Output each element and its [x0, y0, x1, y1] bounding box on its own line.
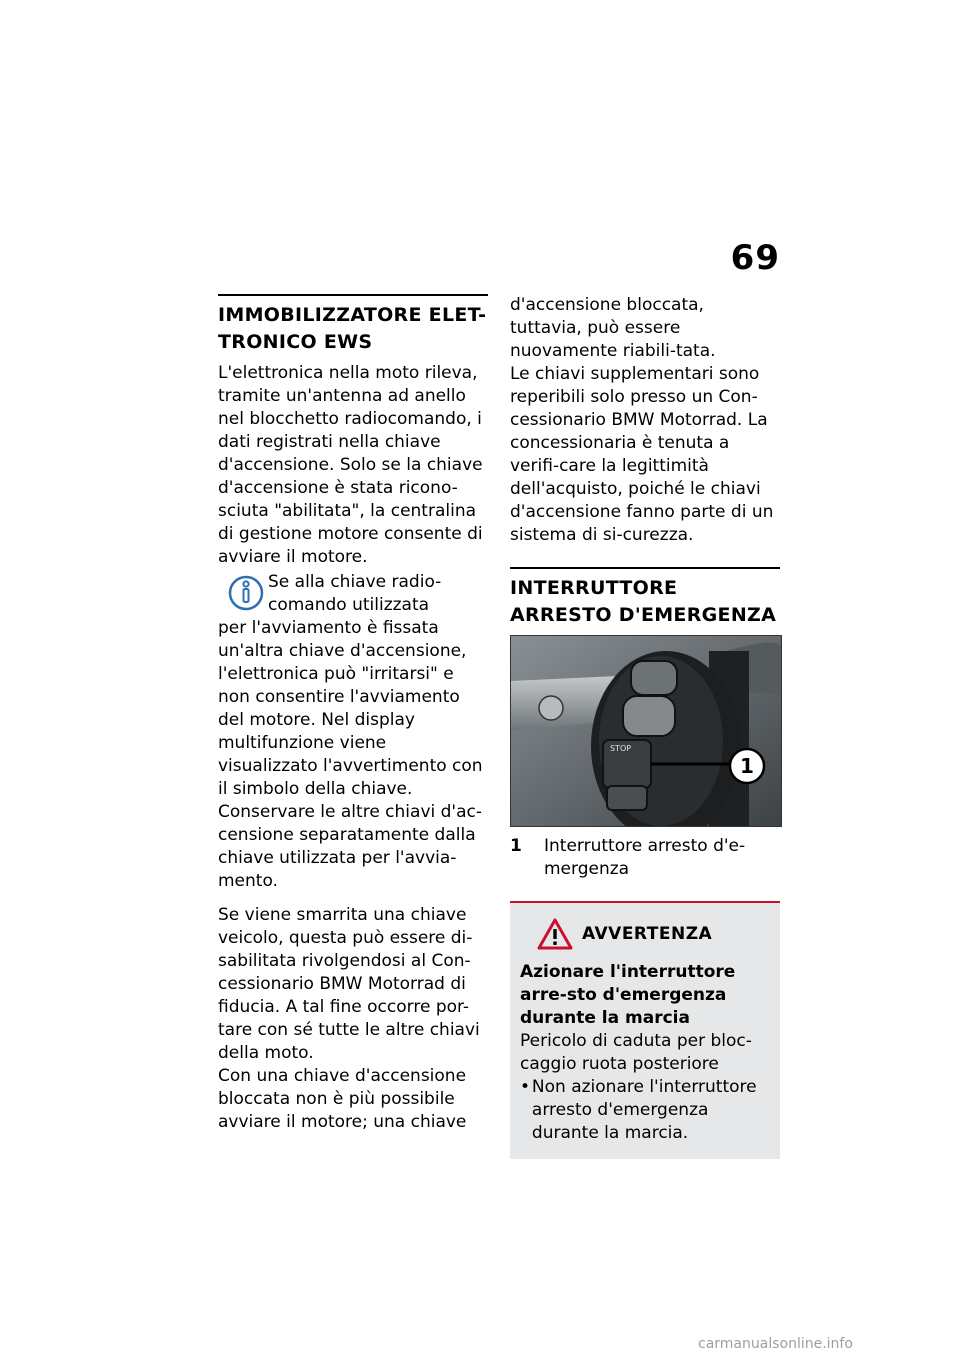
handlebar-switch-illustration — [511, 636, 781, 826]
paragraph-store-keys: Conservare le altre chiavi d'ac-censione separatamente dalla chiave utilizzata per l'avvia-mento. — [218, 802, 482, 891]
warning-text: Pericolo di caduta per bloc-caggio ruota posteriore — [520, 1031, 752, 1074]
warning-header — [536, 917, 770, 951]
paragraph-ews-intro: L'elettronica nella moto rileva, tramite un'antenna ad anello nel blocchetto radiocomando, i dati registrati nella chiave d'accensione. Solo se la chiave d'accensione è stata ricono-sciuta "abilitata", la centralina di gestione motore consente di avviare il motore. — [218, 363, 483, 567]
left-column — [218, 294, 488, 1134]
section-rule — [510, 567, 780, 569]
photo-callout-number: 1 — [740, 754, 754, 778]
info-note-text: per l'avviamento è fissata un'altra chiave d'accensione, l'elettronica può "irritarsi" e non consentire l'avviamento del motore. Nel display multifunzione viene visualizzato l'avvertimento con il simbolo della chiave. — [218, 618, 483, 799]
warning-headline: Azionare l'interruttore arre-sto d'emergenza durante la marcia — [520, 962, 736, 1028]
page-number: 69 — [730, 238, 780, 278]
bullet-text: Non azionare l'interruttore arresto d'emergenza durante la marcia. — [531, 1077, 757, 1143]
section-heading-kill-switch: INTERRUTTORE ARRESTO D'EMERGENZA — [510, 577, 777, 626]
warning-title: AVVERTENZA — [582, 924, 713, 944]
warning-triangle-icon — [536, 917, 574, 951]
watermark: carmanualsonline.info — [698, 1336, 853, 1352]
warning-bullet — [520, 1076, 770, 1145]
paragraph-spare-keys: Le chiavi supplementari sono reperibili solo presso un Con-cessionario BMW Motorrad. La concessionaria è tenuta a verifi-care la legittimità dell'acquisto, poiché le chiavi d'accensione fanno parte di un sistema di si-curezza. — [510, 364, 774, 545]
handlebar-switch-photo — [510, 635, 782, 827]
section-heading-ews: IMMOBILIZZATORE ELET-TRONICO EWS — [218, 304, 487, 353]
photo-legend — [510, 835, 780, 881]
info-note — [218, 571, 488, 801]
photo-switch-label: STOP — [610, 744, 632, 753]
info-icon — [226, 571, 266, 611]
section-rule — [218, 294, 488, 296]
legend-number: 1 — [510, 836, 522, 856]
warning-box — [510, 901, 780, 1159]
paragraph-blocked-key: Con una chiave d'accensione bloccata non è più possibile avviare il motore; una chiave — [218, 1066, 467, 1132]
paragraph-lost-key: Se viene smarrita una chiave veicolo, questa può essere di-sabilitata rivolgendosi al Con-cessionario BMW Motorrad di fiducia. A tal fine occorre por-tare con sé tutte le altre chiavi della moto. — [218, 905, 480, 1063]
legend-text: Interruttore arresto d'e-mergenza — [544, 836, 746, 879]
paragraph-reenable: d'accensione bloccata, tuttavia, può essere nuovamente riabili-tata. — [510, 295, 716, 361]
right-column — [510, 294, 780, 1159]
info-note-first-lines: Se alla chiave radio-comando utilizzata — [268, 572, 442, 615]
bullet-symbol: • — [520, 1077, 531, 1097]
